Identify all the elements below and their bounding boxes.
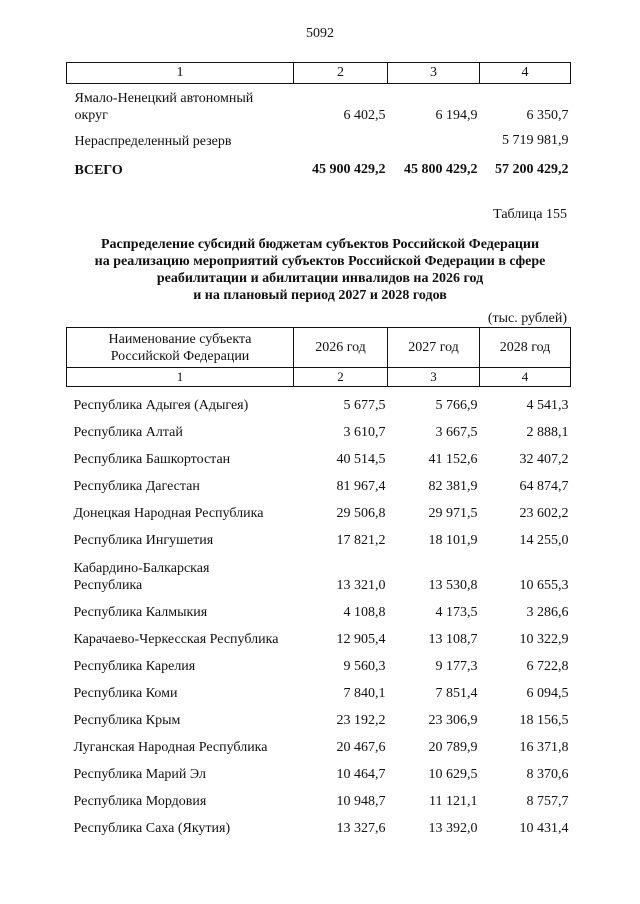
value-2026: 12 905,4 xyxy=(336,631,386,647)
value-2027: 13 530,8 xyxy=(428,577,478,593)
value-2027: 11 121,1 xyxy=(429,793,478,809)
column-number: 1 xyxy=(67,368,294,387)
region-name: Республика Адыгея (Адыгея) xyxy=(73,397,249,413)
table-row xyxy=(67,729,571,756)
value-2027: 7 851,4 xyxy=(435,685,478,701)
value-2028: 10 322,9 xyxy=(519,631,569,647)
table-row xyxy=(67,783,571,810)
value-2026: 7 840,1 xyxy=(343,685,386,701)
table-row xyxy=(67,621,571,648)
header-2028: 2028 год xyxy=(480,328,571,368)
value-2028: 4 541,3 xyxy=(526,397,569,413)
value-2027: 20 789,9 xyxy=(428,739,478,755)
column-number-row xyxy=(67,63,571,84)
column-number: 2 xyxy=(294,63,388,84)
value-2026: 81 967,4 xyxy=(336,478,386,494)
header-row xyxy=(67,328,571,368)
value-2027: 3 667,5 xyxy=(435,424,478,440)
value-2028: 3 286,6 xyxy=(526,604,569,620)
value-2026: 4 108,8 xyxy=(343,604,386,620)
column-number: 3 xyxy=(388,368,480,387)
value-2026: 40 514,5 xyxy=(336,451,386,467)
value-2026: 20 467,6 xyxy=(336,739,386,755)
title-line: и на плановый период 2027 и 2028 годов xyxy=(193,288,447,303)
column-number: 2 xyxy=(294,368,388,387)
value-2027: 4 173,5 xyxy=(435,604,478,620)
total-row xyxy=(67,150,571,179)
value-2026 xyxy=(294,124,388,150)
value-2028: 5 719 981,9 xyxy=(502,133,569,148)
value-2026: 6 402,5 xyxy=(343,108,386,123)
table-row xyxy=(67,414,571,441)
column-number: 3 xyxy=(388,63,480,84)
table-number-label: Таблица 155 xyxy=(493,207,567,222)
units-label: (тыс. рублей) xyxy=(487,311,567,326)
table-row xyxy=(67,810,571,837)
subsidy-table xyxy=(66,327,571,837)
value-2027: 6 194,9 xyxy=(435,108,478,123)
value-2026: 13 327,6 xyxy=(336,820,386,836)
value-2026: 17 821,2 xyxy=(336,532,386,548)
table-row xyxy=(67,124,571,150)
value-2027: 29 971,5 xyxy=(428,505,478,521)
row-name: Нераспределенный резерв xyxy=(74,134,232,149)
total-2026: 45 900 429,2 xyxy=(312,162,386,177)
value-2026: 10 464,7 xyxy=(336,766,386,782)
table-row xyxy=(67,675,571,702)
value-2028: 23 602,2 xyxy=(519,505,569,521)
region-name: Карачаево-Черкесская Республика xyxy=(73,631,279,647)
value-2027: 13 108,7 xyxy=(428,631,478,647)
table-body xyxy=(67,387,571,837)
value-2028: 14 255,0 xyxy=(519,532,569,548)
table-row xyxy=(67,702,571,729)
value-2028: 10 431,4 xyxy=(519,820,569,836)
column-number-row xyxy=(67,368,571,387)
column-number: 4 xyxy=(480,63,571,84)
header-2027: 2027 год xyxy=(388,328,480,368)
value-2028: 6 094,5 xyxy=(526,685,569,701)
title-line: реабилитации и абилитации инвалидов на 2026 год xyxy=(156,271,484,286)
value-2027: 41 152,6 xyxy=(428,451,478,467)
value-2026: 23 192,2 xyxy=(336,712,386,728)
value-2028: 10 655,3 xyxy=(519,577,569,593)
value-2027: 10 629,5 xyxy=(428,766,478,782)
value-2026: 29 506,8 xyxy=(336,505,386,521)
region-name: Кабардино-Балкарская Республика xyxy=(73,560,210,593)
title-line: Распределение субсидий бюджетам субъектов Российской Федерации xyxy=(100,237,540,252)
region-name: Республика Саха (Якутия) xyxy=(73,820,231,836)
value-2026: 10 948,7 xyxy=(336,793,386,809)
region-name: Республика Алтай xyxy=(73,424,183,440)
value-2026: 5 677,5 xyxy=(343,397,386,413)
column-number: 1 xyxy=(67,63,294,84)
region-name: Республика Ингушетия xyxy=(73,532,214,548)
value-2028: 8 757,7 xyxy=(526,793,569,809)
table-row xyxy=(67,468,571,495)
region-name: Республика Марий Эл xyxy=(73,766,206,782)
region-name: Республика Карелия xyxy=(73,658,196,674)
value-2027: 13 392,0 xyxy=(428,820,478,836)
table-title xyxy=(60,236,580,304)
table-row xyxy=(67,756,571,783)
region-name: Донецкая Народная Республика xyxy=(73,505,264,521)
value-2027 xyxy=(388,124,480,150)
value-2026: 13 321,0 xyxy=(336,577,386,593)
region-name: Республика Калмыкия xyxy=(73,604,208,620)
value-2028: 6 722,8 xyxy=(526,658,569,674)
region-name: Республика Башкортостан xyxy=(73,451,231,467)
value-2027: 23 306,9 xyxy=(428,712,478,728)
value-2028: 32 407,2 xyxy=(519,451,569,467)
table-row xyxy=(67,522,571,549)
table-row xyxy=(67,84,571,125)
total-2027: 45 800 429,2 xyxy=(404,162,478,177)
total-2028: 57 200 429,2 xyxy=(495,162,569,177)
total-label: ВСЕГО xyxy=(74,163,123,178)
table-row xyxy=(67,549,571,594)
header-region: Наименование субъекта Российской Федерации xyxy=(67,328,294,368)
page-number: 5092 xyxy=(306,26,334,41)
value-2027: 5 766,9 xyxy=(435,397,478,413)
region-name: Республика Крым xyxy=(73,712,181,728)
region-name: Луганская Народная Республика xyxy=(73,739,268,755)
value-2028: 16 371,8 xyxy=(519,739,569,755)
region-name: Республика Дагестан xyxy=(73,478,200,494)
table-row xyxy=(67,594,571,621)
region-name: Республика Коми xyxy=(73,685,178,701)
value-2027: 18 101,9 xyxy=(428,532,478,548)
region-name: Республика Мордовия xyxy=(73,793,207,809)
table-row xyxy=(67,495,571,522)
continuation-table xyxy=(66,62,571,179)
header-2026: 2026 год xyxy=(294,328,388,368)
table-row xyxy=(67,387,571,414)
value-2027: 82 381,9 xyxy=(428,478,478,494)
value-2026: 9 560,3 xyxy=(343,658,386,674)
row-name: Ямало-Ненецкий автономный округ xyxy=(74,91,254,123)
value-2027: 9 177,3 xyxy=(435,658,478,674)
value-2028: 2 888,1 xyxy=(526,424,569,440)
title-line: на реализацию мероприятий субъектов Российской Федерации в сфере xyxy=(94,254,546,269)
column-number: 4 xyxy=(480,368,571,387)
value-2028: 64 874,7 xyxy=(519,478,569,494)
value-2028: 18 156,5 xyxy=(519,712,569,728)
table-row xyxy=(67,441,571,468)
table-row xyxy=(67,648,571,675)
value-2028: 6 350,7 xyxy=(526,108,569,123)
value-2026: 3 610,7 xyxy=(343,424,386,440)
value-2028: 8 370,6 xyxy=(526,766,569,782)
